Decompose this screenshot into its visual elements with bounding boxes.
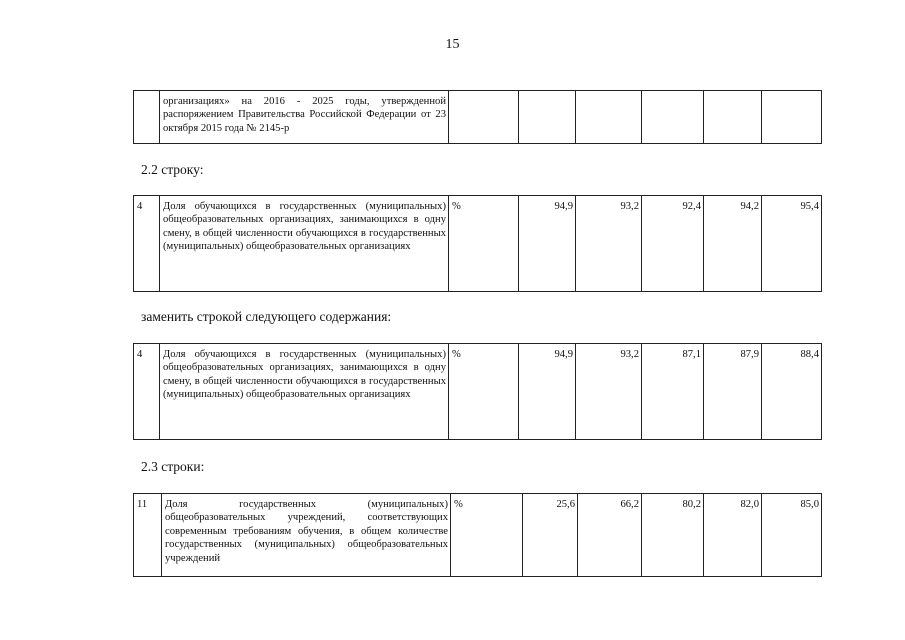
row-unit: % <box>449 344 519 440</box>
row-index <box>134 91 160 144</box>
table-new-row-4 <box>133 343 822 440</box>
section-heading-2-3: 2.3 строки: <box>141 459 205 474</box>
replace-instruction: заменить строкой следующего содержания: <box>141 309 392 324</box>
row-value-5 <box>762 91 822 144</box>
row-unit <box>449 91 519 144</box>
table-row <box>134 494 822 577</box>
row-unit: % <box>449 196 519 292</box>
row-value-2: 93,2 <box>576 344 642 440</box>
row-value-1 <box>519 91 576 144</box>
row-value-5: 95,4 <box>762 196 822 292</box>
row-value-3: 92,4 <box>642 196 704 292</box>
row-index: 4 <box>134 196 160 292</box>
row-value-3 <box>642 91 704 144</box>
row-value-2: 66,2 <box>578 494 642 577</box>
row-value-4: 82,0 <box>704 494 762 577</box>
row-description: Доля обучающихся в государственных (муниципальных) общеобразовательных организациях, занимающихся в одну смену, в общей численности обучающихся в государственных (муниципальных) общеобразовательных организациях <box>160 196 449 292</box>
row-value-3: 80,2 <box>642 494 704 577</box>
table-old-row-4 <box>133 195 822 292</box>
row-description: организациях» на 2016 - 2025 годы, утвержденной распоряжением Правительства Российской Федерации от 23 октября 2015 года № 2145-р <box>160 91 449 144</box>
row-unit: % <box>451 494 523 577</box>
page-number: 15 <box>445 37 460 52</box>
table-row <box>134 344 822 440</box>
table-row-11 <box>133 493 822 577</box>
row-value-2 <box>576 91 642 144</box>
table-fragment-top <box>133 90 822 144</box>
row-value-3: 87,1 <box>642 344 704 440</box>
row-description: Доля государственных (муниципальных) общеобразовательных учреждений, соответствующих современным требованиям обучения, в общем количестве государственных (муниципальных) общеобразовательных учреждений <box>162 494 451 577</box>
row-value-2: 93,2 <box>576 196 642 292</box>
row-value-5: 88,4 <box>762 344 822 440</box>
row-value-4: 87,9 <box>704 344 762 440</box>
table-row <box>134 91 822 144</box>
row-value-1: 94,9 <box>519 344 576 440</box>
row-value-1: 25,6 <box>523 494 578 577</box>
section-heading-2-2: 2.2 строку: <box>141 162 204 177</box>
row-index: 4 <box>134 344 160 440</box>
row-value-4 <box>704 91 762 144</box>
row-value-1: 94,9 <box>519 196 576 292</box>
row-description: Доля обучающихся в государственных (муниципальных) общеобразовательных организациях, занимающихся в одну смену, в общей численности обучающихся в государственных (муниципальных) общеобразовательных организациях <box>160 344 449 440</box>
row-value-5: 85,0 <box>762 494 822 577</box>
row-index: 11 <box>134 494 162 577</box>
table-row <box>134 196 822 292</box>
row-value-4: 94,2 <box>704 196 762 292</box>
